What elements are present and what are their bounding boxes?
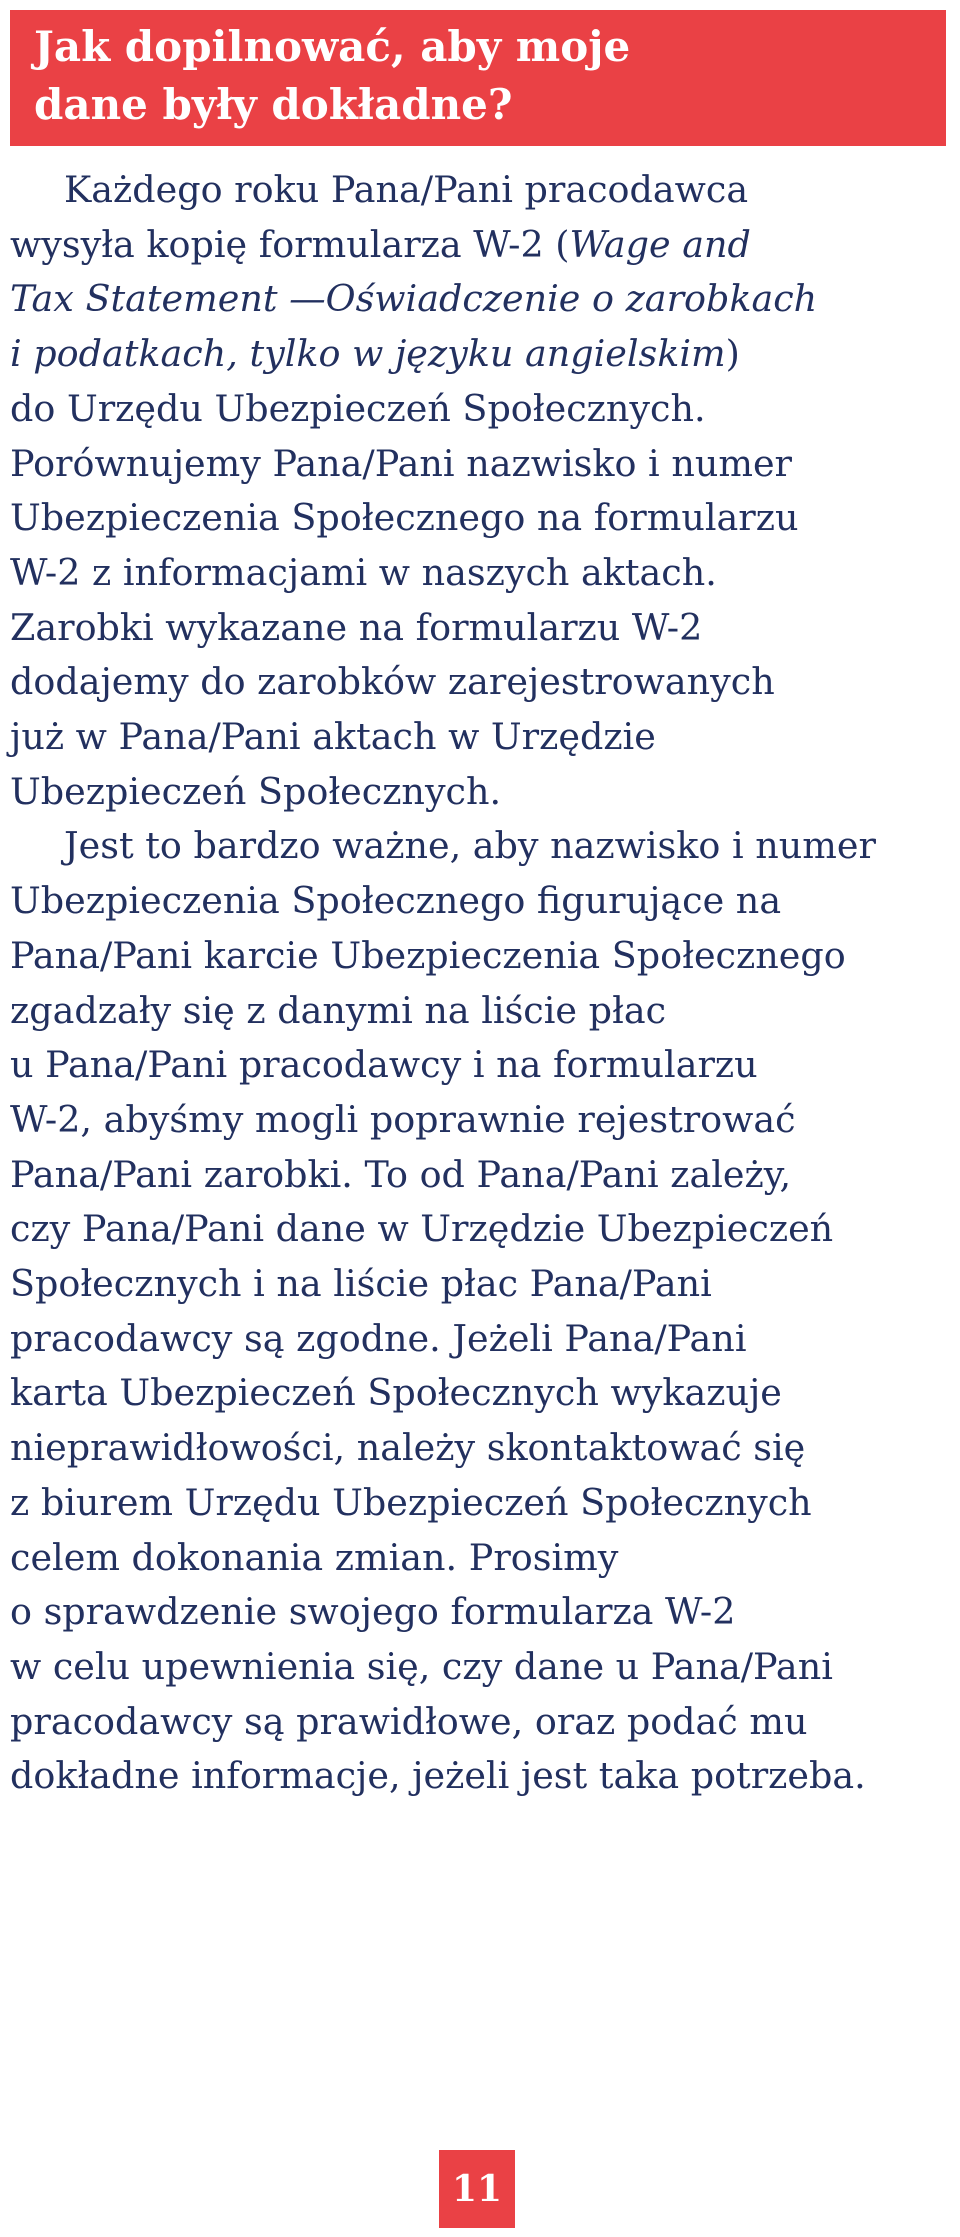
paragraph-1-line: Ubezpieczeń Społecznych. — [10, 769, 502, 813]
paragraph-2-line: z biurem Urzędu Ubezpieczeń Społecznych — [10, 1480, 812, 1524]
paragraph-1-line: dodajemy do zarobków zarejestrowanych — [10, 660, 775, 704]
paragraph-2-line: w celu upewnienia się, czy dane u Pana/Pani — [10, 1644, 833, 1688]
paragraph-1-italic: Wage and — [569, 222, 751, 266]
paragraph-2 — [10, 819, 950, 1804]
paragraph-2-line: o sprawdzenie swojego formularza W-2 — [10, 1590, 736, 1634]
article-body — [10, 163, 950, 1804]
heading-line-2: dane były dokładne? — [34, 80, 513, 129]
paragraph-1-line: Każdego roku Pana/Pani pracodawca — [64, 168, 749, 211]
paragraph-2-line: czy Pana/Pani dane w Urzędzie Ubezpieczeń — [10, 1207, 834, 1251]
heading-line-1: Jak dopilnować, aby moje — [34, 22, 631, 71]
paragraph-1-line: wysyła kopię formularza W-2 ( — [10, 222, 570, 266]
paragraph-2-line: W-2, abyśmy mogli poprawnie rejestrować — [10, 1097, 796, 1141]
paragraph-2-line: dokładne informacje, jeżeli jest taka potrzeba. — [10, 1754, 866, 1798]
paragraph-1-line: Zarobki wykazane na formularzu W-2 — [10, 605, 703, 649]
paragraph-2-line: nieprawidłowości, należy skontaktować się — [10, 1426, 806, 1470]
paragraph-1-italic: i podatkach, tylko w języku angielskim — [10, 332, 726, 376]
paragraph-1 — [10, 163, 950, 819]
paragraph-2-line: celem dokonania zmian. Prosimy — [10, 1535, 619, 1579]
paragraph-1-italic: Tax Statement —Oświadczenie o zarobkach — [10, 277, 818, 321]
paragraph-1-line: do Urzędu Ubezpieczeń Społecznych. — [10, 386, 706, 430]
paragraph-2-line: Pana/Pani zarobki. To od Pana/Pani zależy, — [10, 1152, 792, 1196]
page-number: 11 — [451, 2168, 503, 2210]
paragraph-1-line: już w Pana/Pani aktach w Urzędzie — [10, 715, 656, 759]
paragraph-1-line: W-2 z informacjami w naszych aktach. — [10, 550, 717, 594]
paragraph-2-line: Społecznych i na liście płac Pana/Pani — [10, 1262, 712, 1306]
paragraph-1-line: Ubezpieczenia Społecznego na formularzu — [10, 496, 799, 540]
paragraph-1-line: Porównujemy Pana/Pani nazwisko i numer — [10, 441, 792, 485]
section-heading-banner — [10, 10, 946, 146]
paragraph-2-line: pracodawcy są zgodne. Jeżeli Pana/Pani — [10, 1316, 747, 1360]
paragraph-2-line: karta Ubezpieczeń Społecznych wykazuje — [10, 1371, 782, 1415]
section-heading — [34, 18, 946, 134]
page-number-badge — [439, 2150, 515, 2228]
paragraph-2-line: Ubezpieczenia Społecznego figurujące na — [10, 879, 782, 923]
paragraph-2-line: pracodawcy są prawidłowe, oraz podać mu — [10, 1699, 808, 1743]
paragraph-2-line: Jest to bardzo ważne, aby nazwisko i numer — [64, 824, 876, 868]
paragraph-2-line: u Pana/Pani pracodawcy i na formularzu — [10, 1043, 758, 1087]
paragraph-2-line: Pana/Pani karcie Ubezpieczenia Społecznego — [10, 933, 846, 977]
paragraph-1-line: ) — [725, 332, 740, 376]
paragraph-2-line: zgadzały się z danymi na liście płac — [10, 988, 667, 1032]
